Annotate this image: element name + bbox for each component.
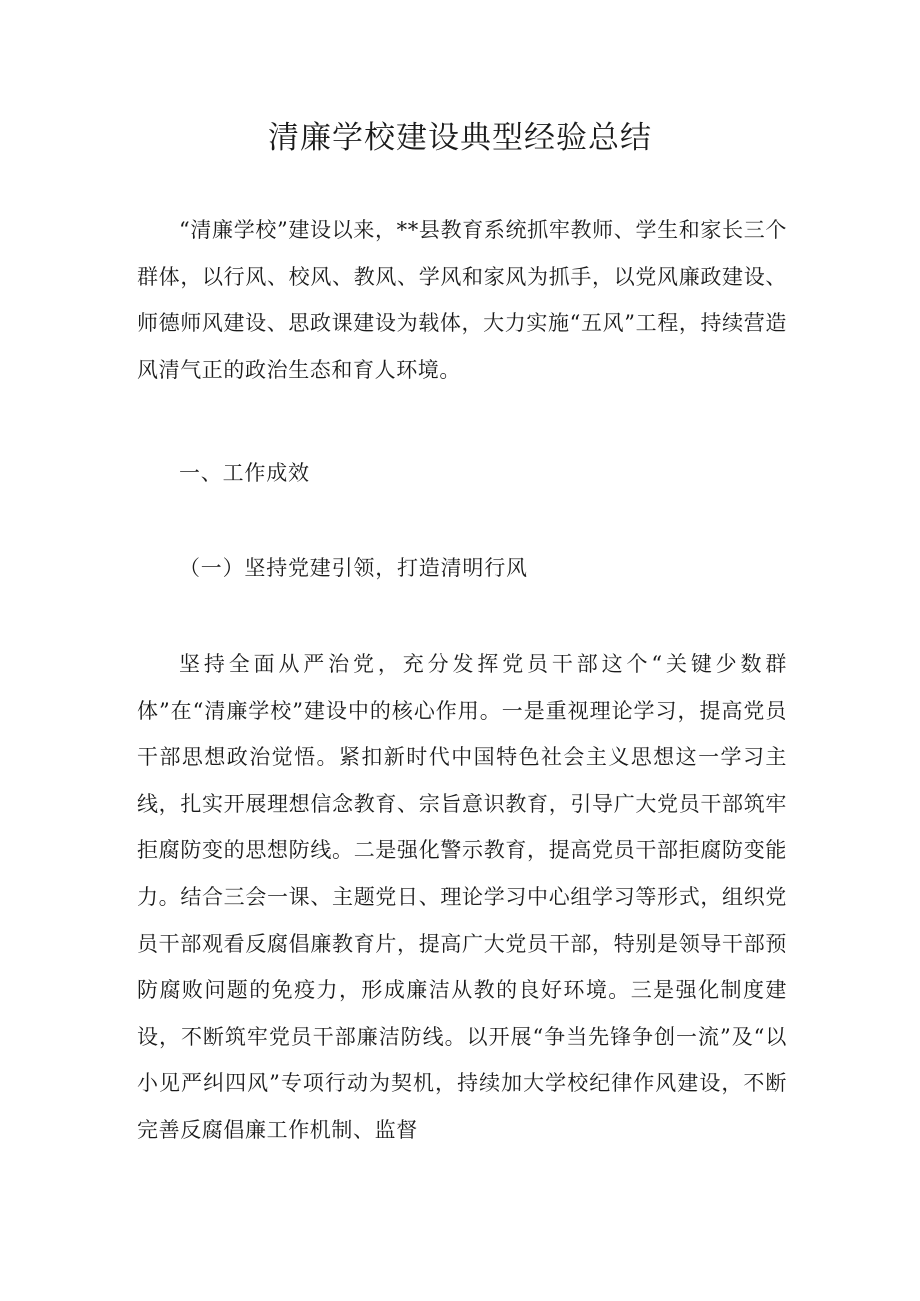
section-heading: 一、工作成效 — [179, 461, 310, 485]
document-title: 清廉学校建设典型经验总结 — [268, 120, 652, 156]
body-paragraph: 坚持全面从严治党，充分发挥党员干部这个“关键少数群体”在“清廉学校”建设中的核心作用。一是重视理论学习，提高党员干部思想政治觉悟。紧扣新时代中国特色社会主义思想这一学习主线，扎实开展理想信念教育、宗旨意识教育，引导广大党员干部筑牢拒腐防变的思想防线。二是强化警示教育，提高党员干部拒腐防变能力。结合三会一课、主题党日、理论学习中心组学习等形式，组织党员干部观看反腐倡廉教育片，提高广大党员干部，特别是领导干部预防腐败问题的免疫力，形成廉洁从教的良好环境。三是强化制度建设，不断筑牢党员干部廉洁防线。以开展“争当先锋争创一流”及“以小见严纠四风”专项行动为契机，持续加大学校纪律作风建设，不断完善反腐倡廉工作机制、监督 — [137, 652, 787, 1142]
subsection-heading: （一）坚持党建引领，打造清明行风 — [179, 556, 528, 580]
intro-paragraph: “清廉学校”建设以来，**县教育系统抓牢教师、学生和家长三个群体，以行风、校风、教风、学风和家风为抓手，以党风廉政建设、师德师风建设、思政课建设为载体，大力实施“五风”工程，持续营造风清气正的政治生态和育人环境。 — [137, 218, 787, 382]
